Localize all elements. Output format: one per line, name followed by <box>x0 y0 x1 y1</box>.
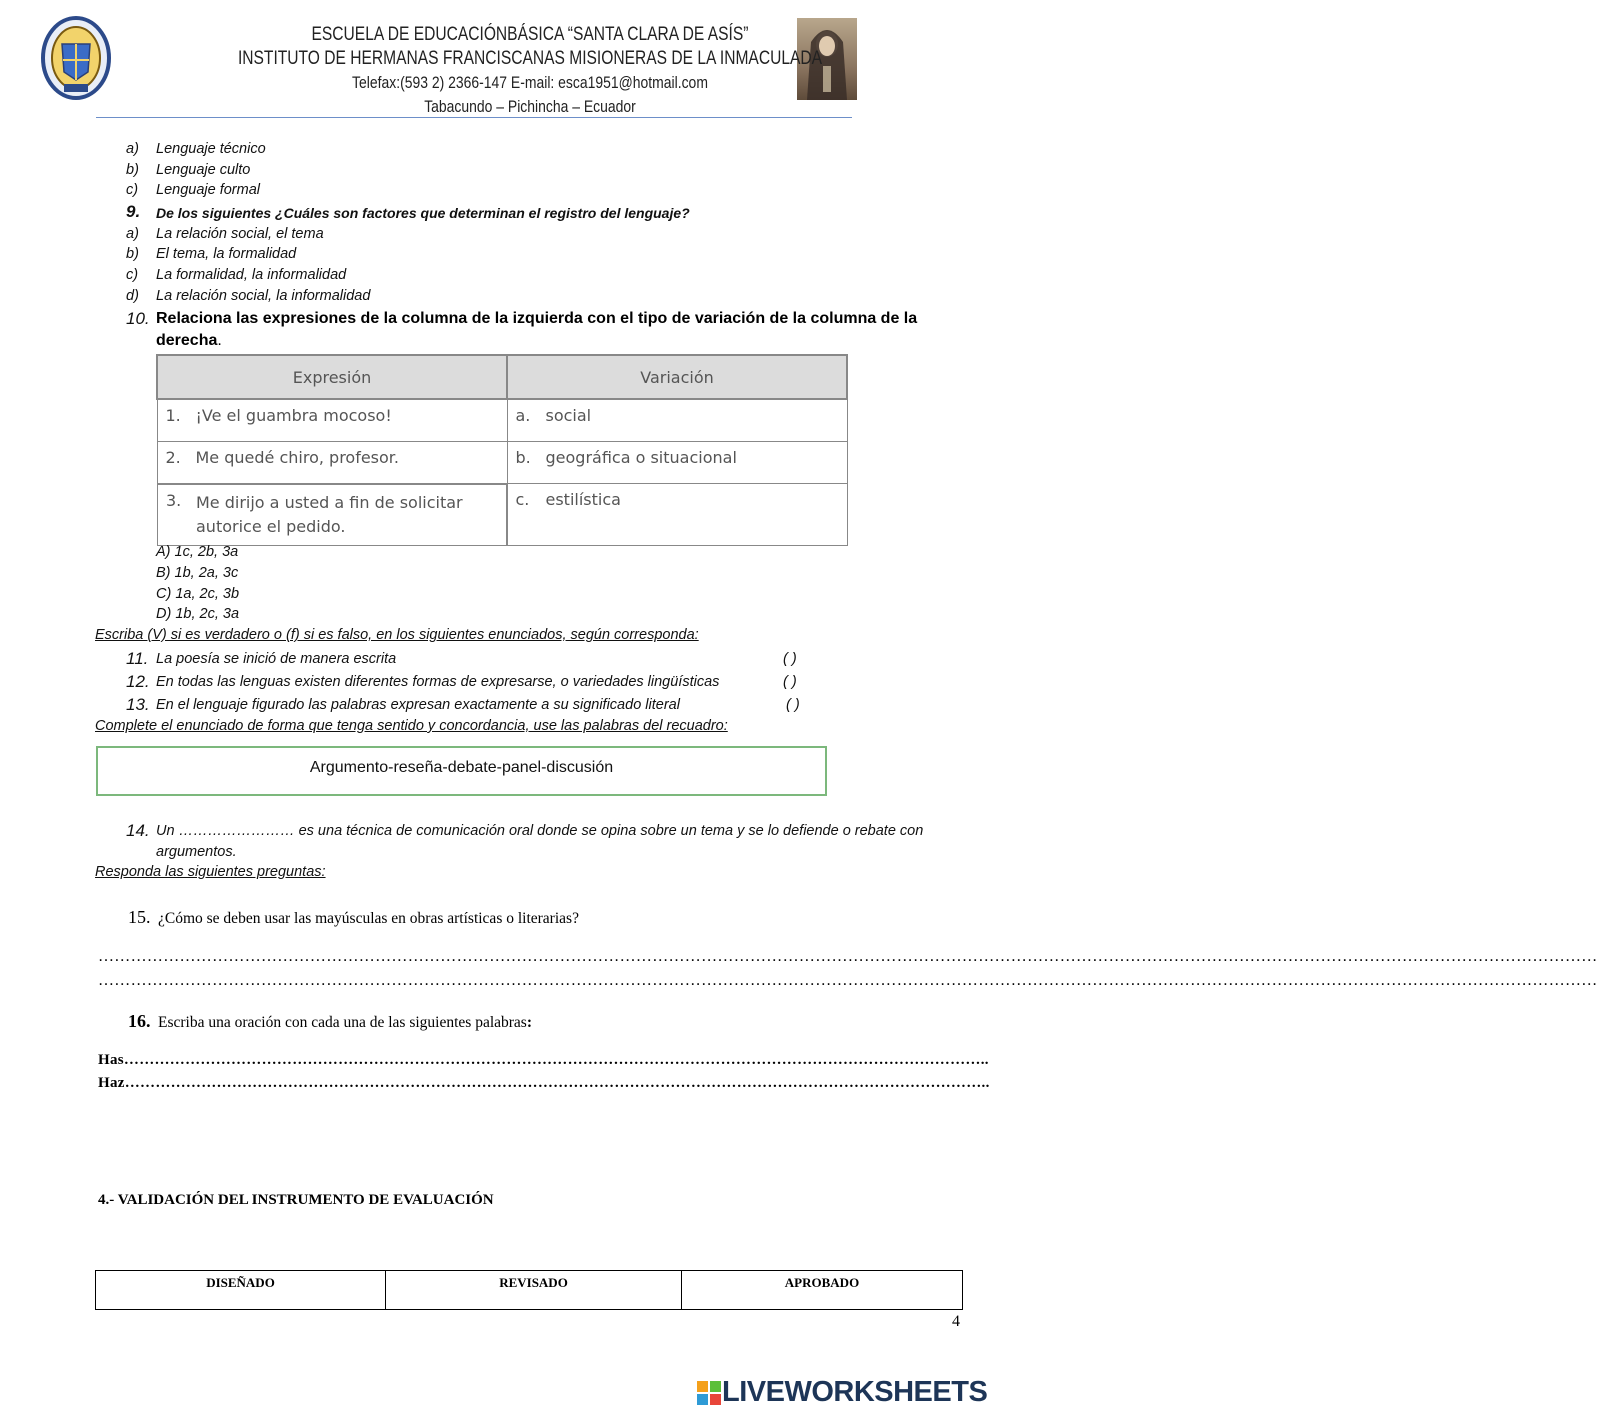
variation-text: geográfica o situacional <box>545 447 737 467</box>
q9-number: 9. <box>126 202 141 221</box>
table-row <box>157 483 847 546</box>
q14-text-line2: argumentos. <box>156 844 237 860</box>
row-number: 2. <box>165 447 181 467</box>
tf-number: 11. <box>126 649 149 668</box>
approved-column: APROBADO <box>682 1271 963 1310</box>
liveworksheets-watermark[interactable]: LIVEWORKSHEETS <box>722 1376 988 1408</box>
validation-title: 4.- VALIDACIÓN DEL INSTRUMENTO DE EVALUACIÓN <box>98 1192 494 1208</box>
q8-option-label: b) <box>126 162 139 178</box>
row-number: 1. <box>165 406 181 425</box>
variation-text: social <box>545 406 592 425</box>
q9-option-text: La relación social, el tema <box>156 226 324 242</box>
q15-answer-line[interactable]: …………………………………………………………………………………………………………………………………………………………………………………………………………………………………………………… <box>98 972 1598 989</box>
q16-colon: : <box>526 1014 533 1031</box>
q9-option-text: El tema, la formalidad <box>156 246 297 262</box>
liveworksheets-logo-icon <box>697 1381 721 1405</box>
q9-option-label: b) <box>126 246 139 262</box>
tf-number: 13. <box>126 695 150 714</box>
q8-option-label: a) <box>126 141 139 157</box>
has-answer-line[interactable]: Has…………………………………………………………………………………………………………………………………………………….. <box>98 1052 989 1068</box>
q9-question: De los siguientes ¿Cuáles son factores que determinan el registro del lenguaje? <box>156 205 690 221</box>
q10-question-line2 <box>156 332 222 350</box>
tf-number: 12. <box>126 672 150 691</box>
row-letter: a. <box>515 406 531 425</box>
table-header-variation: Variación <box>507 355 847 399</box>
page-number: 4 <box>952 1313 960 1330</box>
complete-instruction: Complete el enunciado de forma que tenga sentido y concordancia, use las palabras del recuadro: <box>95 718 728 734</box>
q10-question-line1: Relaciona las expresiones de la columna de la izquierda con el tipo de variación de la columna de la <box>156 310 918 327</box>
location-header: Tabacundo – Pichincha – Ecuador <box>424 97 636 116</box>
table-row <box>157 441 847 483</box>
respond-instruction: Responda las siguientes preguntas: <box>95 864 326 880</box>
q9-option-text: La formalidad, la informalidad <box>156 267 347 283</box>
validation-table <box>95 1270 963 1310</box>
word-bank-box: Argumento-reseña-debate-panel-discusión <box>96 746 827 796</box>
haz-answer-line[interactable]: Haz…………………………………………………………………………………………………………………………………………………….. <box>98 1075 990 1091</box>
q9-option-label: a) <box>126 226 139 242</box>
header-divider <box>96 117 852 118</box>
q10-option: B) 1b, 2a, 3c <box>156 565 239 581</box>
designed-column: DISEÑADO <box>96 1271 386 1310</box>
q8-option-text: Lenguaje técnico <box>156 141 266 157</box>
q8-option-label: c) <box>126 182 139 198</box>
q9-option-label: d) <box>126 288 139 304</box>
table-row <box>157 399 847 441</box>
q15-number: 15. <box>128 907 151 927</box>
expression-text: ¡Ve el guambra mocoso! <box>195 406 392 425</box>
row-letter: c. <box>515 489 530 509</box>
tf-answer-blank[interactable]: ( ) <box>783 651 797 667</box>
contact-header: Telefax:(593 2) 2366-147 E-mail: esca1951@hotmail.com <box>352 73 708 92</box>
q9-option-label: c) <box>126 267 139 283</box>
expression-text: Me dirijo a usted a fin de solicitar autorice el pedido. <box>196 492 463 536</box>
reviewed-column: REVISADO <box>386 1271 682 1310</box>
q8-option-text: Lenguaje formal <box>156 182 260 198</box>
q10-option: C) 1a, 2c, 3b <box>156 586 240 602</box>
school-name-header: ESCUELA DE EDUCACIÓNBÁSICA “SANTA CLARA DE ASÍS” <box>311 24 749 45</box>
tf-instruction: Escriba (V) si es verdadero o (f) si es falso, en los siguientes enunciados, según corresponda: <box>95 627 699 643</box>
q16-instruction <box>158 1014 532 1032</box>
tf-statement: La poesía se inició de manera escrita <box>156 651 397 667</box>
variation-text: estilística <box>545 489 621 509</box>
expression-text: Me quedé chiro, profesor. <box>195 447 399 467</box>
q16-number: 16. <box>128 1011 151 1031</box>
q10-option: A) 1c, 2b, 3a <box>156 544 239 560</box>
q10-question-word: derecha <box>156 332 218 349</box>
relation-table <box>156 354 848 546</box>
q8-option-text: Lenguaje culto <box>156 162 251 178</box>
q15-question: ¿Cómo se deben usar las mayúsculas en obras artísticas o literarias? <box>158 910 579 927</box>
tf-answer-blank[interactable]: ( ) <box>786 697 800 713</box>
tf-answer-blank[interactable]: ( ) <box>783 674 797 690</box>
q10-period: . <box>217 332 222 349</box>
q10-option: D) 1b, 2c, 3a <box>156 606 240 622</box>
q14-number: 14. <box>126 821 150 840</box>
tf-statement: En todas las lenguas existen diferentes formas de expresarse, o variedades lingüísticas <box>156 674 720 690</box>
tf-statement: En el lenguaje figurado las palabras expresan exactamente a su significado literal <box>156 697 680 713</box>
school-crest-logo <box>40 14 112 102</box>
row-letter: b. <box>515 447 531 467</box>
q9-option-text: La relación social, la informalidad <box>156 288 371 304</box>
q14-text-line1: Un …………………… es una técnica de comunicación oral donde se opina sobre un tema y se lo defiende o rebate con <box>156 823 924 839</box>
row-number: 3. <box>166 490 182 510</box>
q10-number: 10. <box>126 309 150 328</box>
q16-instruction-text: Escriba una oración con cada una de las siguientes palabras <box>158 1014 527 1031</box>
table-header-expression: Expresión <box>157 355 507 399</box>
q15-answer-line[interactable]: …………………………………………………………………………………………………………………………………………………………………………………………………………………………………………………… <box>98 948 1598 965</box>
institute-name-header: INSTITUTO DE HERMANAS FRANCISCANAS MISIONERAS DE LA INMACULADA <box>237 48 823 69</box>
